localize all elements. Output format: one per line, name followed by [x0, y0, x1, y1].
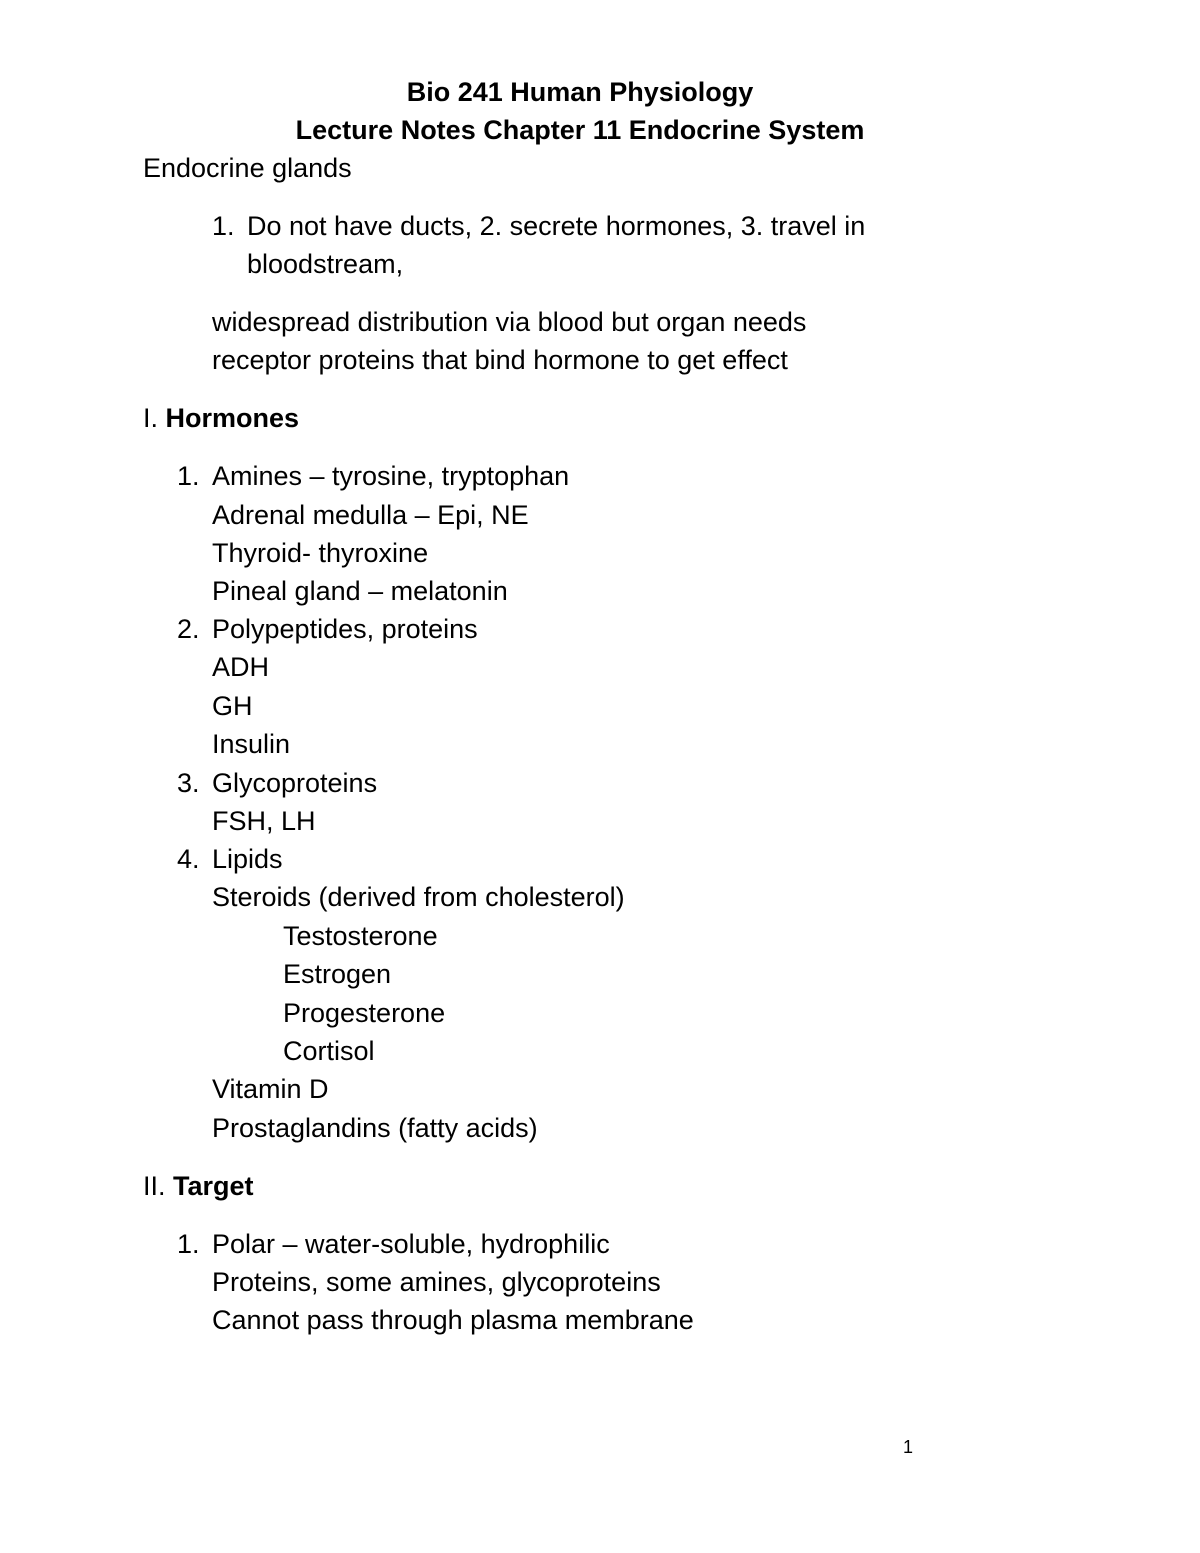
list-subitem: FSH, LH: [212, 806, 316, 836]
section-heading-target: [143, 1170, 254, 1202]
section-numeral: II.: [143, 1171, 174, 1201]
list-subitem: Prostaglandins (fatty acids): [212, 1113, 538, 1143]
list-item-label: Polypeptides, proteins: [212, 614, 478, 644]
section-heading-hormones: [143, 402, 299, 434]
list-item-text: bloodstream,: [247, 249, 404, 279]
list-item-label: Glycoproteins: [212, 768, 378, 798]
list-number: 2.: [177, 614, 200, 644]
list-item-label: Polar – water-soluble, hydrophilic: [212, 1229, 610, 1259]
intro-heading: Endocrine glands: [143, 153, 352, 183]
list-subitem: ADH: [212, 652, 270, 682]
section-title: Hormones: [165, 403, 300, 433]
section-numeral: I.: [143, 403, 166, 433]
list-subitem: Pineal gland – melatonin: [212, 576, 508, 606]
list-item-label: Lipids: [212, 844, 283, 874]
list-number: 1.: [177, 461, 200, 491]
steroid-item: Progesterone: [283, 998, 446, 1028]
list-subitem: GH: [212, 691, 253, 721]
list-subitem: Cannot pass through plasma membrane: [212, 1305, 694, 1335]
list-subitem: Proteins, some amines, glycoproteins: [212, 1267, 661, 1297]
section-title: Target: [173, 1171, 254, 1201]
list-item-label: Amines – tyrosine, tryptophan: [212, 461, 570, 491]
list-number: 1.: [177, 1229, 200, 1259]
paragraph-line: widespread distribution via blood but organ needs: [212, 307, 807, 337]
list-subitem: Steroids (derived from cholesterol): [212, 882, 625, 912]
paragraph-line: receptor proteins that bind hormone to get effect: [212, 345, 788, 375]
list-number: 4.: [177, 844, 200, 874]
list-subitem: Thyroid- thyroxine: [212, 538, 429, 568]
steroid-item: Cortisol: [283, 1036, 375, 1066]
list-subitem: Adrenal medulla – Epi, NE: [212, 500, 529, 530]
list-item-text: Do not have ducts, 2. secrete hormones, 3. travel in: [247, 211, 866, 241]
list-number: 1.: [212, 211, 235, 241]
list-subitem: Insulin: [212, 729, 291, 759]
list-number: 3.: [177, 768, 200, 798]
list-subitem: Vitamin D: [212, 1074, 329, 1104]
page-number: 1: [903, 1437, 914, 1457]
document-subtitle: Lecture Notes Chapter 11 Endocrine System: [295, 115, 865, 145]
steroid-item: Estrogen: [283, 959, 392, 989]
steroid-item: Testosterone: [283, 921, 438, 951]
document-title: Bio 241 Human Physiology: [406, 77, 754, 107]
